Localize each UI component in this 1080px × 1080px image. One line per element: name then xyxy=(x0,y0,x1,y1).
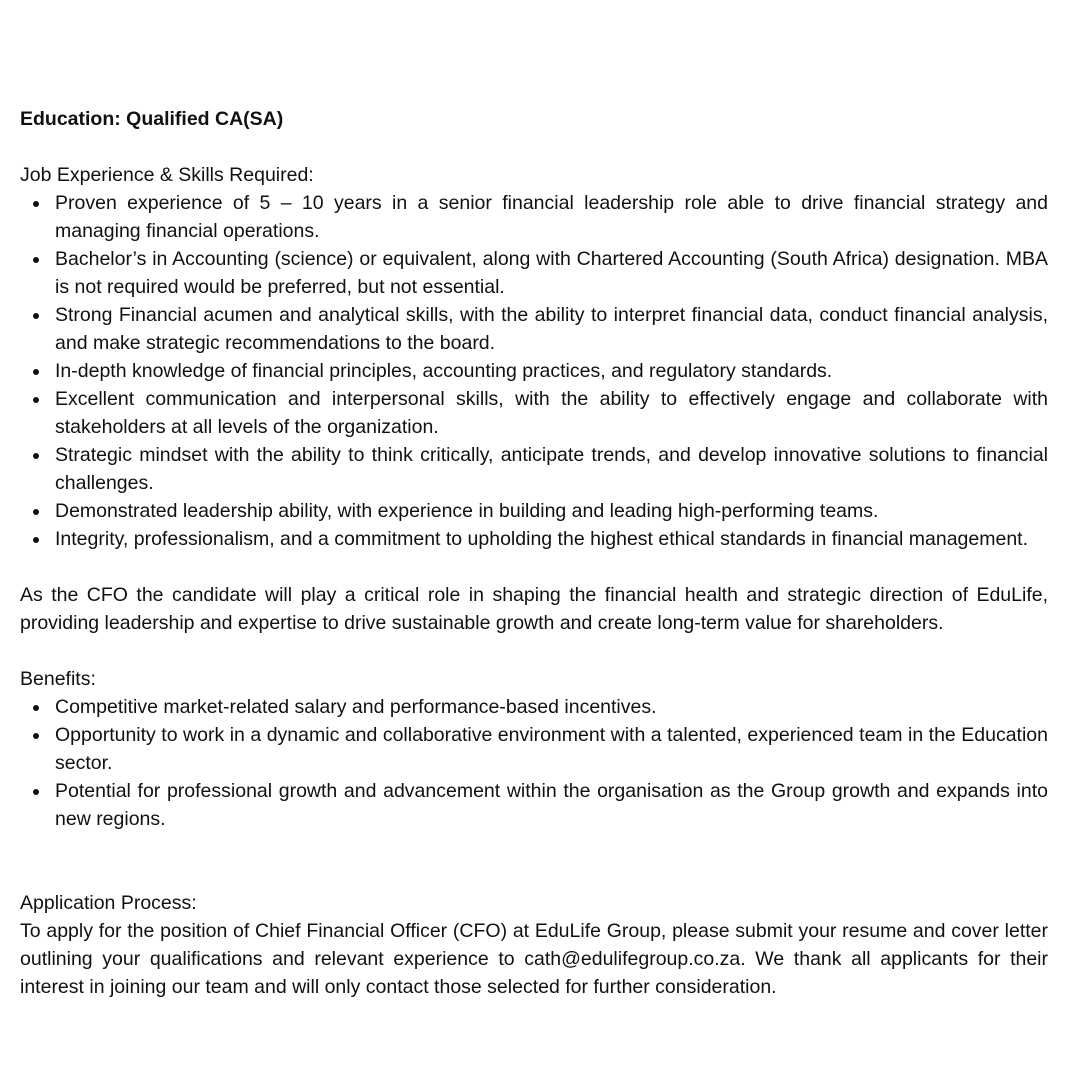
experience-item: Excellent communication and interpersonal skills, with the ability to effectively engage and collaborate with stakeholders at all levels of the organization. xyxy=(55,385,1048,441)
application-heading: Application Process: xyxy=(20,892,197,914)
experience-list xyxy=(20,189,1048,553)
experience-item: Bachelor’s in Accounting (science) or equivalent, along with Chartered Accounting (South Africa) designation. MBA is not required would be preferred, but not essential. xyxy=(55,245,1048,301)
education-heading: Education: Qualified CA(SA) xyxy=(20,108,284,130)
experience-item: Proven experience of 5 – 10 years in a senior financial leadership role able to drive financial strategy and managing financial operations. xyxy=(55,189,1048,245)
spacer xyxy=(20,133,1048,161)
spacer xyxy=(20,553,1048,581)
application-text xyxy=(20,917,1048,1001)
experience-item: Demonstrated leadership ability, with experience in building and leading high-performing teams. xyxy=(55,497,1048,525)
role-summary: As the CFO the candidate will play a critical role in shaping the financial health and strategic direction of EduLife, providing leadership and expertise to drive sustainable growth and create long-term value for shareholders. xyxy=(20,584,1048,634)
benefit-item: Opportunity to work in a dynamic and collaborative environment with a talented, experienced team in the Education sector. xyxy=(55,721,1048,777)
application-text-after: . We thank all applicants for their interest in joining our team and will only contact those selected for further consideration. xyxy=(20,948,1048,998)
benefits-heading: Benefits: xyxy=(20,668,96,690)
benefit-item: Competitive market-related salary and performance-based incentives. xyxy=(55,693,1048,721)
benefit-item: Potential for professional growth and advancement within the organisation as the Group growth and expands into new regions. xyxy=(55,777,1048,833)
experience-heading: Job Experience & Skills Required: xyxy=(20,164,314,186)
experience-item: Integrity, professionalism, and a commitment to upholding the highest ethical standards in financial management. xyxy=(55,525,1048,553)
application-text-before: To apply for the position of Chief Financial Officer (CFO) at EduLife Group, please submit your resume and cover letter outlining your qualifications and relevant experience to xyxy=(20,920,1048,970)
experience-item: Strategic mindset with the ability to think critically, anticipate trends, and develop innovative solutions to financial challenges. xyxy=(55,441,1048,497)
benefits-list xyxy=(20,693,1048,833)
spacer xyxy=(20,637,1048,665)
spacer xyxy=(20,833,1048,889)
experience-item: In-depth knowledge of financial principles, accounting practices, and regulatory standards. xyxy=(55,357,1048,385)
contact-email-link[interactable]: cath@edulifegroup.co.za xyxy=(524,948,741,970)
experience-item: Strong Financial acumen and analytical skills, with the ability to interpret financial data, conduct financial analysis, and make strategic recommendations to the board. xyxy=(55,301,1048,357)
